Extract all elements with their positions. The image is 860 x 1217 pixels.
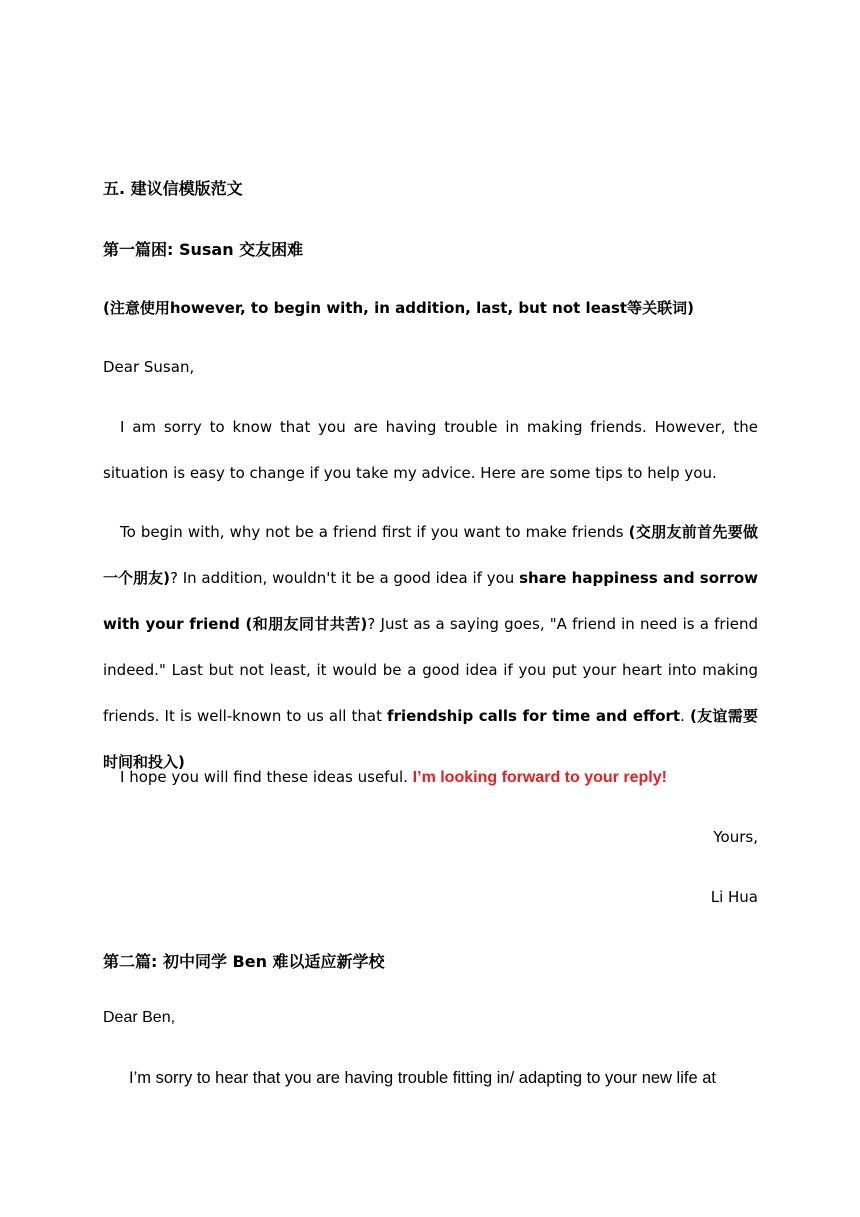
letter2-salutation: Dear Ben,	[103, 1009, 176, 1026]
section-title: 五. 建议信模版范文	[103, 179, 243, 198]
p2-text-4: .	[680, 707, 690, 725]
letter2-heading: 第二篇: 初中同学 Ben 难以适应新学校	[103, 952, 385, 971]
letter1-salutation: Dear Susan,	[103, 358, 195, 376]
letter1-note: (注意使用however, to begin with, in addition, last, but not least等关联词)	[103, 299, 694, 317]
letter1-paragraph-1: I am sorry to know that you are having trouble in making friends. However, the situation is easy to change if you take my advice. Here are some tips to help you.	[103, 418, 758, 482]
p2-text-3: ? Just as a saying goes, "A friend in need is a friend indeed." Last but not least, it would be a good idea if you put your heart into making friends. It is well-known to us all that	[103, 615, 758, 725]
letter1-signature: Li Hua	[710, 888, 758, 906]
p2-bold-4: (友谊需要时间和投入)	[103, 707, 759, 771]
p3-text: I hope you will find these ideas useful.	[120, 768, 413, 786]
p2-text-1: To begin with, why not be a friend first if you want to make friends	[120, 523, 629, 541]
p2-bold-1: (交朋友前首先要做一个朋友)	[103, 523, 759, 587]
p2-text-2: ? In addition, wouldn't it be a good idea if you	[169, 569, 520, 587]
letter1-paragraph-2	[103, 509, 758, 785]
letter1-paragraph-3	[103, 754, 758, 801]
letter1-closing: Yours,	[713, 828, 758, 846]
letter2-paragraph-1: I’m sorry to hear that you are having trouble fitting in/ adapting to your new life at	[129, 1069, 716, 1087]
letter1-heading: 第一篇困: Susan 交友困难	[103, 240, 304, 259]
p2-bold-3: friendship calls for time and effort	[387, 707, 681, 725]
p3-highlight: I’m looking forward to your reply!	[412, 769, 667, 786]
p2-bold-2: share happiness and sorrow with your friend (和朋友同甘共苦)	[103, 569, 758, 633]
